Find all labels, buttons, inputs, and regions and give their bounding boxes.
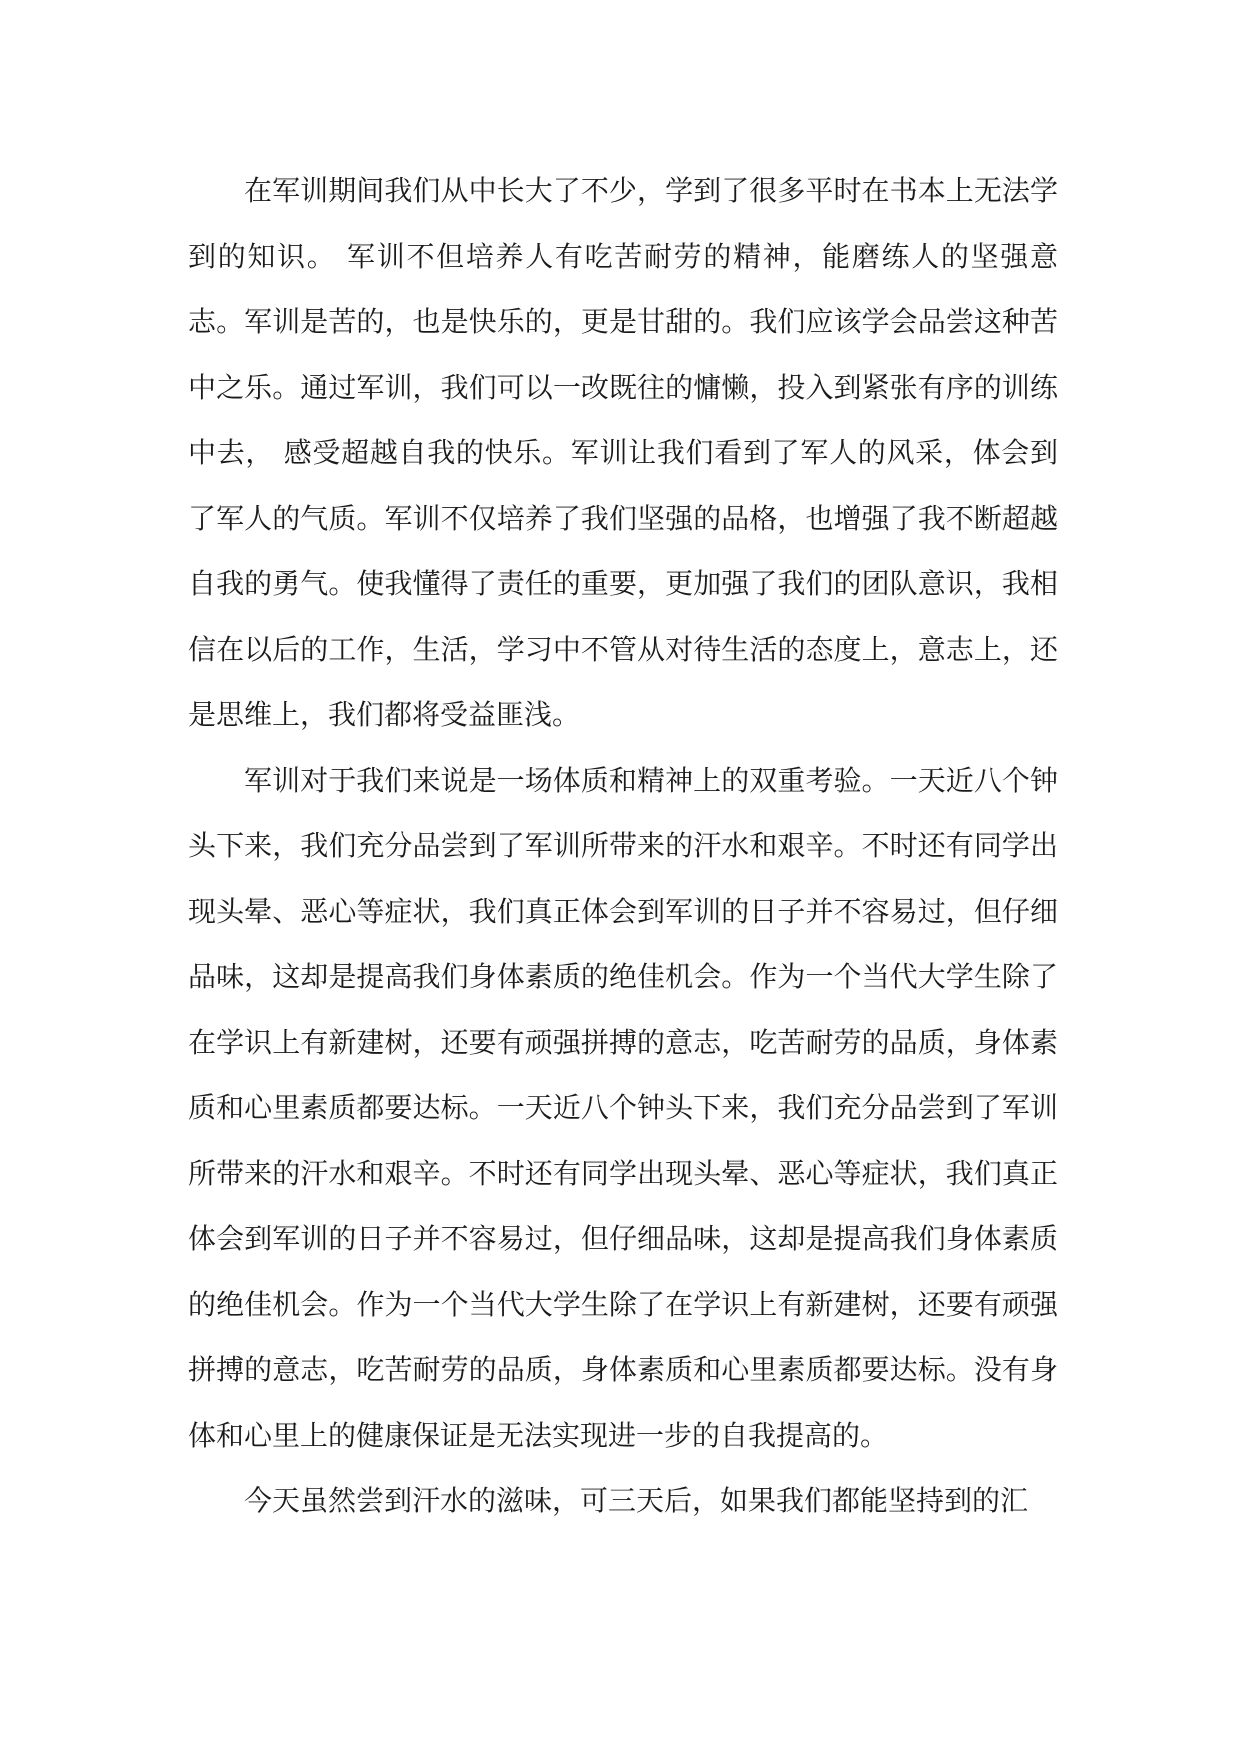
body-text <box>188 158 1058 1534</box>
paragraph-2: 军训对于我们来说是一场体质和精神上的双重考验。一天近八个钟头下来，我们充分品尝到了军训所带来的汗水和艰辛。不时还有同学出现头晕、恶心等症状，我们真正体会到军训的日子并不容易过，但仔细品味，这却是提高我们身体素质的绝佳机会。作为一个当代大学生除了在学识上有新建树，还要有顽强拼搏的意志，吃苦耐劳的品质，身体素质和心里素质都要达标。一天近八个钟头下来，我们充分品尝到了军训所带来的汗水和艰辛。不时还有同学出现头晕、恶心等症状，我们真正体会到军训的日子并不容易过，但仔细品味，这却是提高我们身体素质的绝佳机会。作为一个当代大学生除了在学识上有新建树，还要有顽强拼搏的意志，吃苦耐劳的品质，身体素质和心里素质都要达标。没有身体和心里上的健康保证是无法实现进一步的自我提高的。 <box>188 763 1058 1452</box>
paragraph-1: 在军训期间我们从中长大了不少，学到了很多平时在书本上无法学到的知识。 军训不但培养人有吃苦耐劳的精神，能磨练人的坚强意志。军训是苦的，也是快乐的，更是甘甜的。我们应该学会品尝这种苦中之乐。通过军训，我们可以一改既往的慵懒，投入到紧张有序的训练中去， 感受超越自我的快乐。军训让我们看到了军人的风采，体会到了军人的气质。军训不仅培养了我们坚强的品格，也增强了我不断超越自我的勇气。使我懂得了责任的重要，更加强了我们的团队意识，我相信在以后的工作，生活，学习中不管从对待生活的态度上，意志上，还是思维上，我们都将受益匪浅。 <box>188 174 1058 731</box>
paragraph-3: 今天虽然尝到汗水的滋味，可三天后，如果我们都能坚持到的汇 <box>244 1484 1029 1517</box>
